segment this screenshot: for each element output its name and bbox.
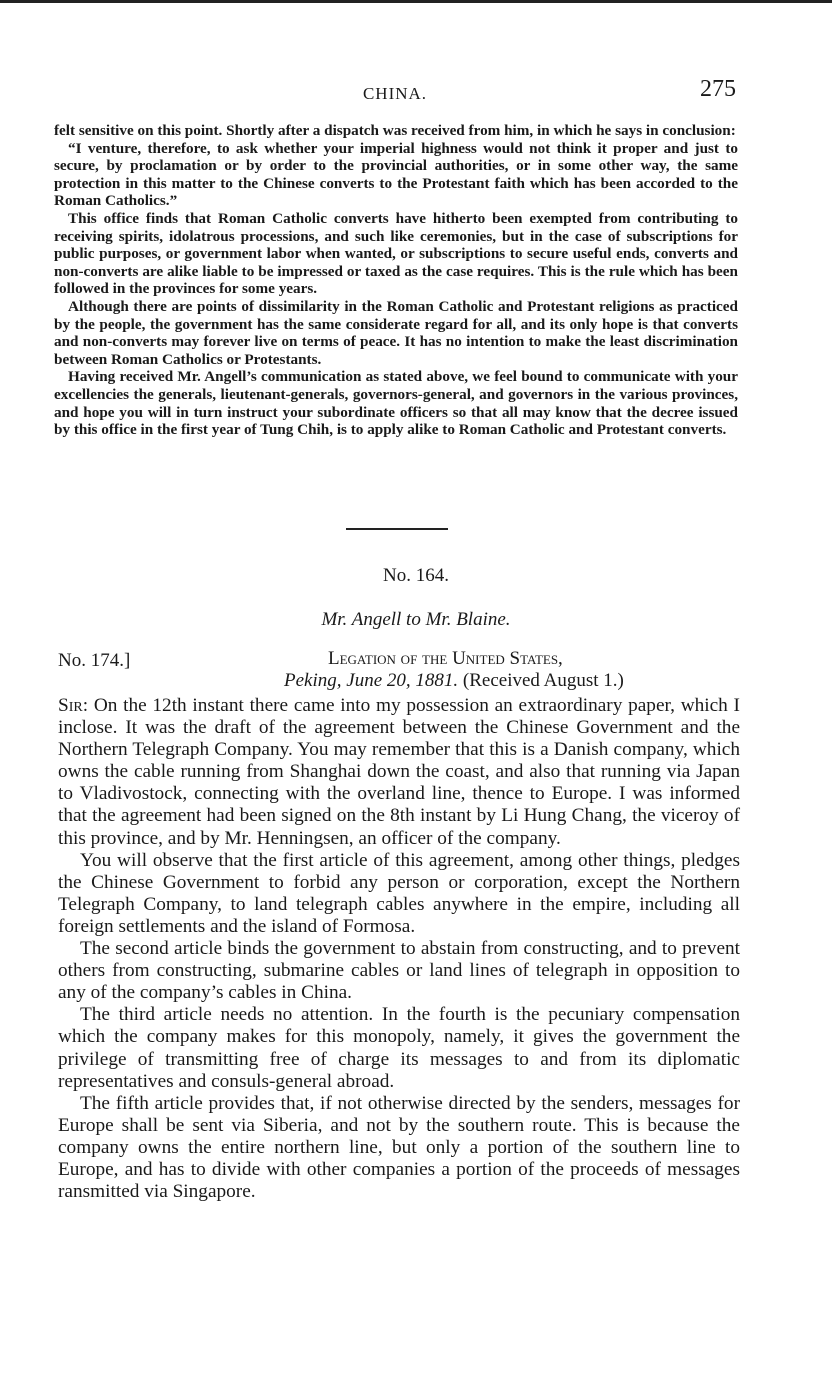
- document-title: Mr. Angell to Mr. Blaine.: [321, 609, 511, 630]
- body-paragraph: [58, 695, 740, 850]
- quoted-paragraph: “I venture, therefore, to ask whether your imperial highness would not think it proper and just to secure, by proclamation or by order to the provincial authorities, or in some other way, the same protection in this matter to the Chinese converts to the Protestant faith which has been accorded to the Roman Catholics.”: [54, 139, 738, 210]
- previous-document-body: [54, 122, 738, 439]
- page-top-border: [0, 0, 832, 3]
- section-divider: [346, 528, 448, 530]
- legation-heading: Legation of the United States,: [328, 648, 563, 669]
- date-month: June 20, 1881.: [346, 670, 459, 691]
- body-paragraph: The second article binds the government to abstain from constructing, and to prevent others from constructing, submarine cables or land lines of telegraph in opposition to any of the company’s cables in China.: [58, 938, 740, 1004]
- place: Peking,: [284, 670, 342, 691]
- body-paragraph: felt sensitive on this point. Shortly after a dispatch was received from him, in which he says in conclusion:: [54, 122, 736, 139]
- body-paragraph: Although there are points of dissimilarity in the Roman Catholic and Protestant religions as practiced by the people, the government has the same considerate regard for all, and its only hope is that converts and non-converts may forever live on terms of peace. It has no intention to make the least discrimination between Roman Catholics or Protestants.: [54, 297, 738, 368]
- place-and-date: [284, 670, 624, 692]
- body-paragraph: The third article needs no attention. In the fourth is the pecuniary compensation which the company makes for this monopoly, namely, it gives the government the privilege of transmitting free of charge its messages to and from its diplomatic representatives and consuls-general abroad.: [58, 1004, 740, 1092]
- running-head: CHINA.: [362, 84, 428, 103]
- document-number: No. 164.: [383, 565, 449, 586]
- body-paragraph: The fifth article provides that, if not otherwise directed by the senders, messages for Europe shall be sent via Siberia, and not by the southern route. This is because the company owns the entire northern line, but only a portion of the southern line to Europe, and has to divide with other companies a portion of the proceeds of messages ransmitted via Singapore.: [58, 1092, 740, 1203]
- body-paragraph: Having received Mr. Angell’s communication as stated above, we feel bound to communicate with your excellencies the generals, lieutenant-generals, governors-general, and governors in the various provinces, and hope you will in turn instruct your subordinate officers so that all may know that the decree issued by this office in the first year of Tung Chih, is to apply alike to Roman Catholic and Protestant converts.: [54, 368, 738, 439]
- body-paragraph: You will observe that the first article of this agreement, among other things, pledges the Chinese Government to forbid any person or corporation, except the Northern Telegraph Company, to land telegraph cables anywhere in the empire, including all foreign settlements and the island of Formosa.: [58, 849, 740, 937]
- page-number: 275: [700, 76, 736, 102]
- page-header: [54, 76, 736, 110]
- dateline: [58, 648, 738, 692]
- body-paragraph: This office finds that Roman Catholic converts have hitherto been exempted from contributing to receiving spirits, idolatrous processions, and such like ceremonies, but in the case of subscriptions for public purposes, or government labor when wanted, or subscriptions to secure useful ends, converts and non-converts are alike liable to be impressed or taxed as the case requires. This is the rule which has been followed in the provinces for some years.: [54, 209, 738, 298]
- paragraph-text: On the 12th instant there came into my possession an extraordinary paper, which I inclose. It was the draft of the agreement between the Chinese Government and the Northern Telegraph Company. You may remember that this is a Danish company, which owns the cable running from Shanghai down the coast, and also that running via Japan to Vladivostock, connecting with the overland line, thence to Europe. I was informed that the agreement had been signed on the 8th instant by Li Hung Chang, the viceroy of this province, and by Mr. Henningsen, an officer of the company.: [58, 695, 740, 849]
- dispatch-reference: No. 174.]: [58, 650, 131, 671]
- salutation: Sir:: [58, 695, 89, 716]
- document-body: [58, 695, 740, 1203]
- received-note: (Received August 1.): [462, 670, 624, 691]
